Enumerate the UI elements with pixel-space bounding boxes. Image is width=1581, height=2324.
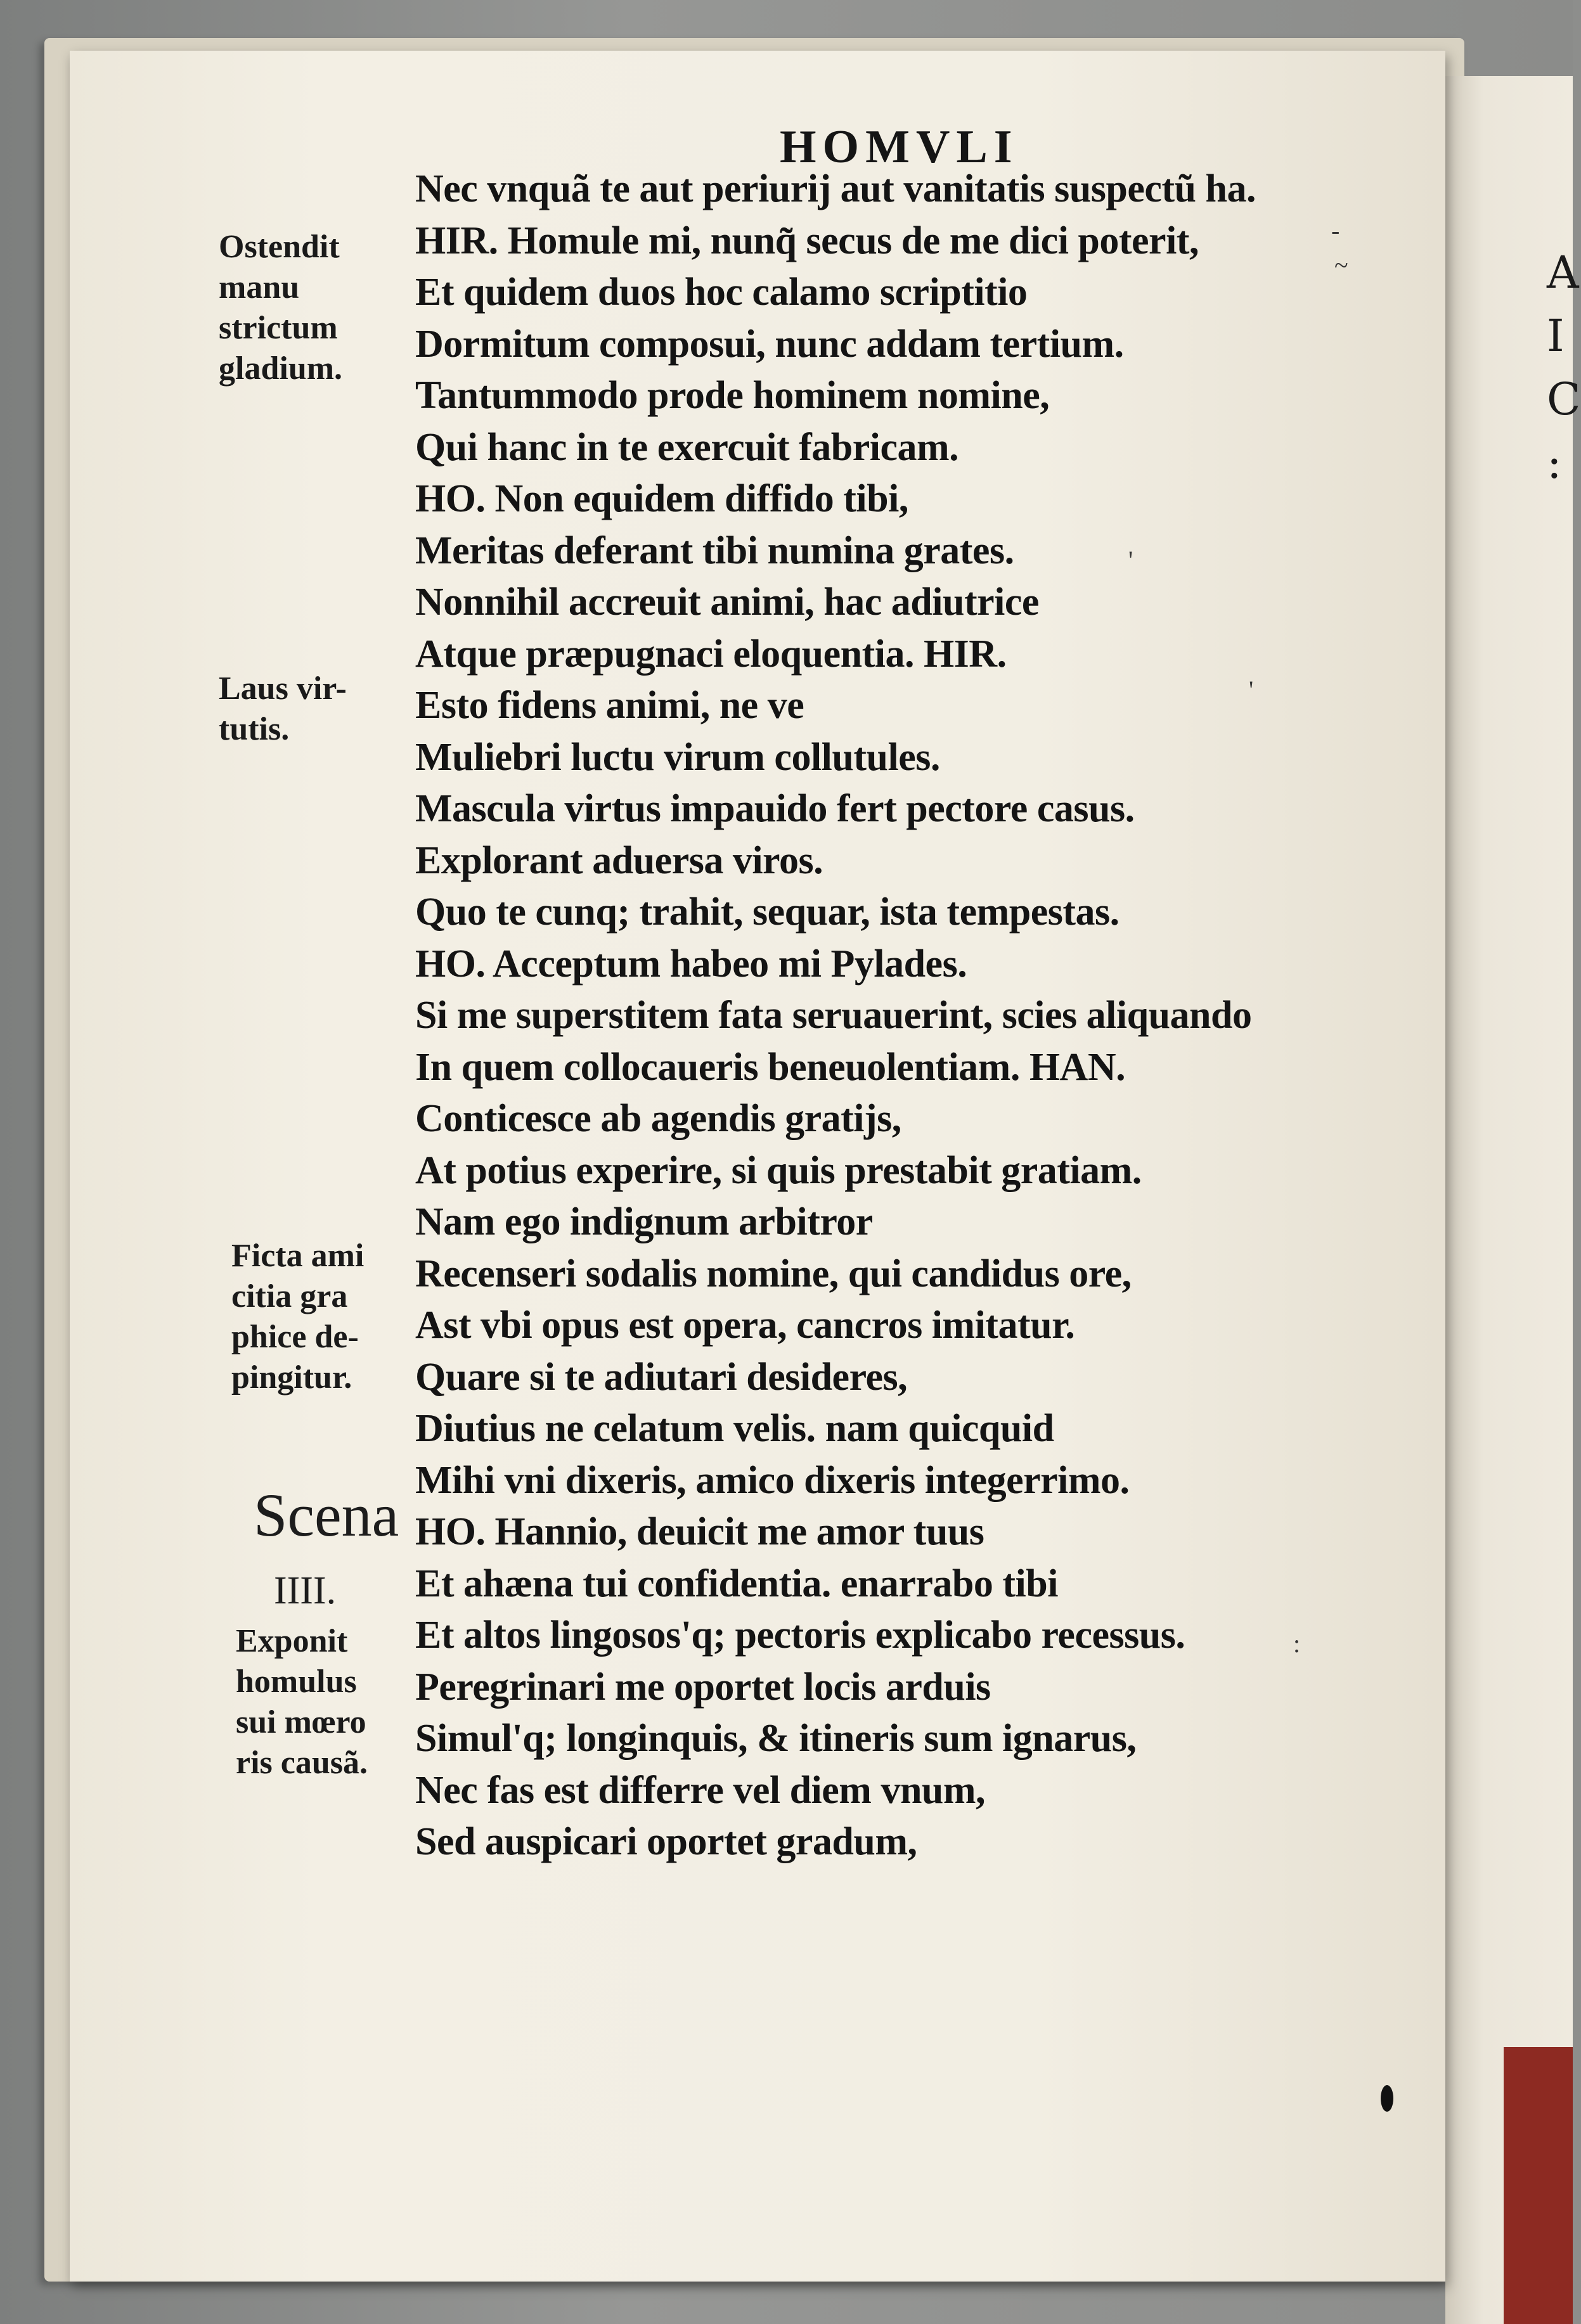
text-line: Recenseri sodalis nomine, qui candidus ore,	[415, 1252, 1132, 1295]
text-line: Conticesce ab agendis gratijs,	[415, 1097, 901, 1140]
margin-note-line: sui mœro	[236, 1704, 366, 1740]
text-line: Diutius ne celatum velis. nam quicquid	[415, 1407, 1054, 1450]
margin-note-ficta	[231, 1236, 364, 1398]
text-line: Et ahæna tui confidentia. enarrabo tibi	[415, 1562, 1058, 1605]
text-line: Tantummodo prode hominem nomine,	[415, 374, 1050, 417]
book-cover-edge	[1504, 2047, 1573, 2324]
text-line: Esto fidens animi, ne ve	[415, 684, 804, 727]
margin-note-laus	[219, 669, 347, 750]
ink-mark: '	[1249, 676, 1254, 704]
margin-note-line: ris causã.	[236, 1745, 368, 1781]
ink-mark: -	[1331, 216, 1340, 245]
margin-note-line: citia gra	[231, 1278, 348, 1314]
text-line: Qui hanc in te exercuit fabricam.	[415, 425, 959, 469]
text-line: At potius experire, si quis prestabit gratiam.	[415, 1148, 1142, 1192]
text-line: In quem collocaueris beneuolentiam. HAN.	[415, 1045, 1126, 1089]
text-line: Et altos lingosos'q; pectoris explicabo recessus.	[415, 1614, 1185, 1657]
text-line: Nam ego indignum arbitror	[415, 1200, 873, 1243]
text-line: Meritas deferant tibi numina grates.	[415, 529, 1014, 572]
verse-text-block	[415, 164, 1315, 1868]
text-line: HO. Hannio, deuicit me amor tuus	[415, 1510, 984, 1553]
scene-heading: Scena	[254, 1481, 399, 1549]
text-line: Si me superstitem fata seruauerint, scies aliquando	[415, 994, 1252, 1037]
margin-note-line: Exponit	[236, 1623, 348, 1659]
text-line: Sed auspicari oportet gradum,	[415, 1820, 917, 1863]
margin-note-line: tutis.	[219, 711, 290, 747]
facing-page-letters: A I C :	[1547, 247, 1581, 489]
ink-mark: '	[1128, 546, 1133, 574]
scene-number: IIII.	[274, 1569, 337, 1612]
margin-note-line: phice de-	[231, 1319, 359, 1355]
text-line: Quare si te adiutari desideres,	[415, 1355, 908, 1399]
running-head: HOMVLI	[780, 121, 1019, 173]
margin-note-line: pingitur.	[231, 1359, 352, 1396]
margin-note-line: Laus vir-	[219, 671, 347, 707]
margin-note-ostendit	[219, 227, 342, 389]
ink-blot	[1381, 2085, 1393, 2112]
margin-note-exponit	[236, 1621, 368, 1783]
text-line: Mihi vni dixeris, amico dixeris integerrimo.	[415, 1458, 1130, 1502]
text-line: Nec vnquã te aut periurij aut vanitatis suspectũ ha.	[415, 167, 1256, 210]
margin-note-line: homulus	[236, 1664, 357, 1700]
text-line: Peregrinari me oportet locis arduis	[415, 1665, 991, 1709]
text-line: Simul'q; longinquis, & itineris sum ignarus,	[415, 1717, 1137, 1760]
text-line: Atque præpugnaci eloquentia. HIR.	[415, 632, 1007, 676]
text-line: HO. Acceptum habeo mi Pylades.	[415, 942, 967, 985]
text-line: Nec fas est differre vel diem vnum,	[415, 1768, 986, 1812]
text-line: Nonnihil accreuit animi, hac adiutrice	[415, 581, 1039, 624]
margin-note-line: Ostendit	[219, 229, 340, 265]
margin-note-line: strictum	[219, 310, 338, 346]
text-line: Mascula virtus impauido fert pectore casus.	[415, 787, 1135, 830]
margin-note-line: Ficta ami	[231, 1238, 365, 1274]
text-line: Ast vbi opus est opera, cancros imitatur.	[415, 1304, 1075, 1347]
text-line: HO. Non equidem diffido tibi,	[415, 477, 908, 520]
margin-note-line: gladium.	[219, 350, 343, 387]
text-line: Explorant aduersa viros.	[415, 838, 823, 882]
ink-mark: ~	[1334, 251, 1348, 279]
text-line: Et quidem duos hoc calamo scriptitio	[415, 271, 1028, 314]
ink-mark: :	[1293, 1629, 1301, 1658]
text-line: HIR. Homule mi, nunq̃ secus de me dici poterit,	[415, 219, 1199, 262]
text-line: Dormitum composui, nunc addam tertium.	[415, 322, 1124, 366]
text-line: Quo te cunq; trahit, sequar, ista tempestas.	[415, 890, 1120, 934]
margin-note-line: manu	[219, 269, 300, 305]
text-line: Muliebri luctu virum collutules.	[415, 735, 940, 779]
